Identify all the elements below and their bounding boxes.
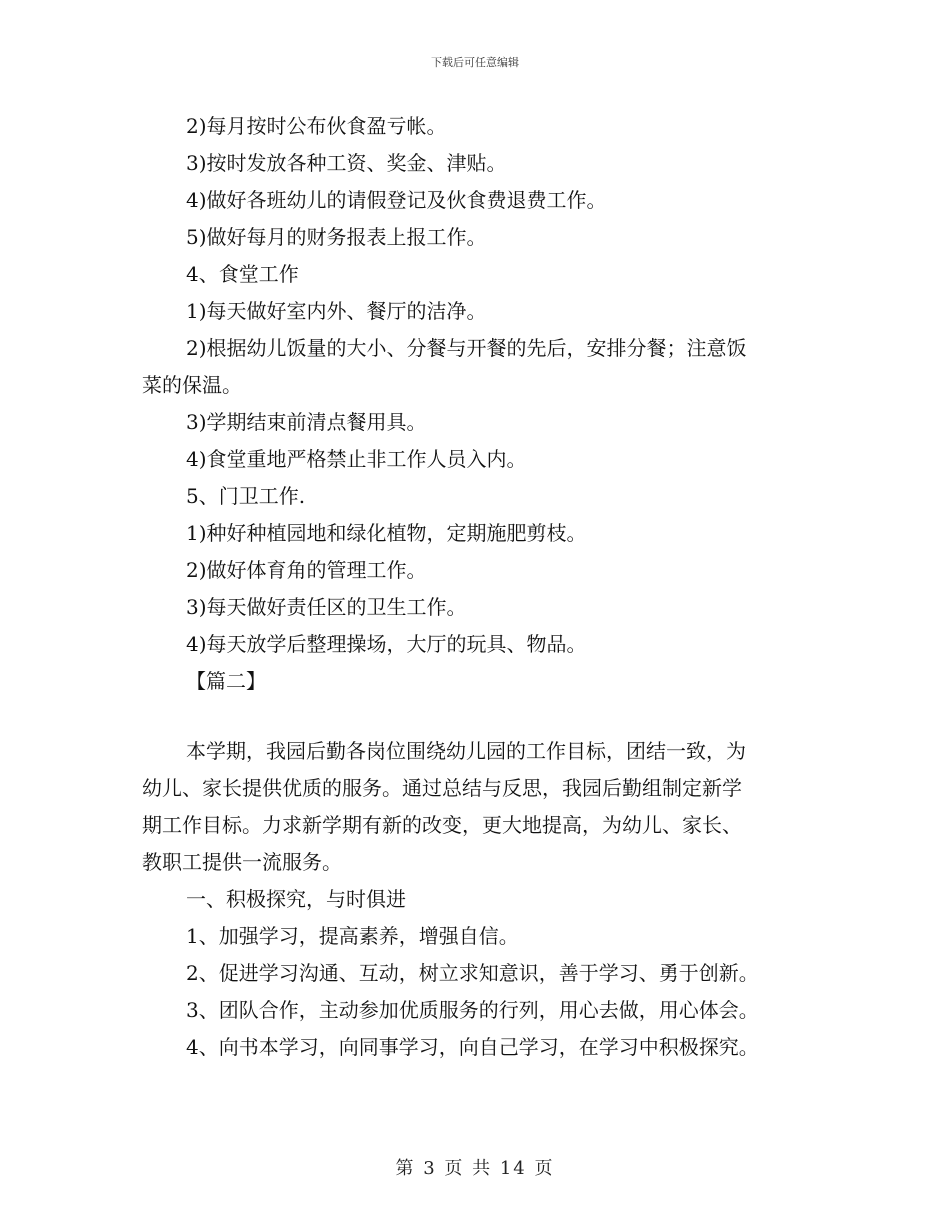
part-heading: 【篇二】 — [186, 669, 266, 693]
text-line: 1)种好种植园地和绿化植物，定期施肥剪枝。 — [186, 521, 587, 545]
text-line: 4)每天放学后整理操场，大厅的玩具、物品。 — [186, 632, 587, 656]
text-line: 3)每天做好责任区的卫生工作。 — [186, 595, 467, 619]
text-line: 3、团队合作，主动参加优质服务的行列，用心去做，用心体会。 — [186, 998, 759, 1022]
section-heading: 4、食堂工作 — [186, 262, 299, 286]
text-line: 2、促进学习沟通、互动，树立求知意识，善于学习、勇于创新。 — [186, 961, 759, 985]
text-line: 2)根据幼儿饭量的大小、分餐与开餐的先后，安排分餐；注意饭 — [186, 336, 747, 360]
text-line: 4、向书本学习，向同事学习，向自己学习，在学习中积极探究。 — [186, 1035, 759, 1059]
text-line: 4)做好各班幼儿的请假登记及伙食费退费工作。 — [186, 188, 607, 212]
text-line: 3)学期结束前清点餐用具。 — [186, 410, 427, 434]
text-line: 4)食堂重地严格禁止非工作人员入内。 — [186, 447, 527, 471]
text-line: 2)做好体育角的管理工作。 — [186, 558, 427, 582]
text-line: 2)每月按时公布伙食盈亏帐。 — [186, 114, 447, 138]
page-header: 下载后可任意编辑 — [431, 56, 519, 69]
page-footer: 第 3 页 共 14 页 — [395, 1158, 555, 1179]
paragraph-line: 幼儿、家长提供优质的服务。通过总结与反思，我园后勤组制定新学 — [142, 776, 742, 800]
section-heading: 5、门卫工作. — [186, 484, 306, 508]
text-line: 3)按时发放各种工资、奖金、津贴。 — [186, 151, 507, 175]
text-line: 1、加强学习，提高素养，增强自信。 — [186, 924, 519, 948]
text-line: 5)做好每月的财务报表上报工作。 — [186, 225, 487, 249]
paragraph-line: 本学期，我园后勤各岗位围绕幼儿园的工作目标，团结一致，为 — [186, 739, 746, 763]
paragraph-line: 教职工提供一流服务。 — [142, 850, 342, 874]
paragraph-line: 期工作目标。力求新学期有新的改变，更大地提高，为幼儿、家长、 — [142, 813, 742, 837]
section-heading: 一、积极探究，与时俱进 — [186, 887, 406, 911]
text-line: 1)每天做好室内外、餐厅的洁净。 — [186, 299, 487, 323]
text-line: 菜的保温。 — [142, 373, 242, 397]
